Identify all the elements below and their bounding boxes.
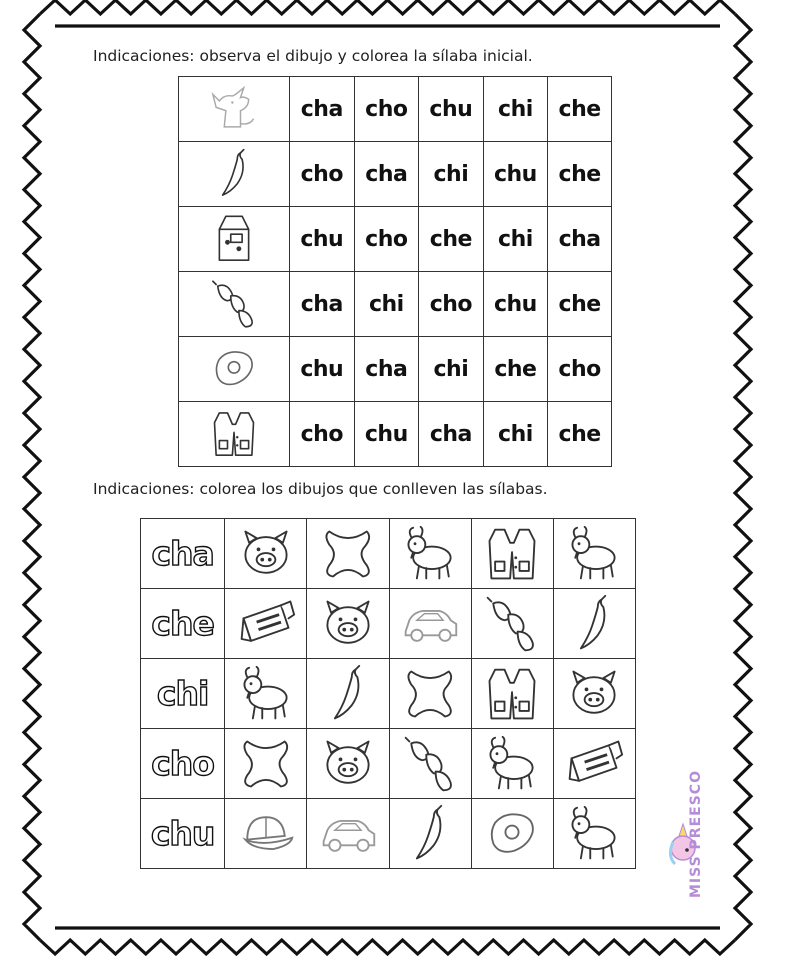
cross-shape-icon bbox=[318, 524, 378, 584]
picture-cell[interactable] bbox=[471, 659, 553, 729]
dragon-icon bbox=[208, 83, 260, 135]
syllable-cell[interactable]: chi bbox=[483, 402, 548, 467]
chili-pepper-icon bbox=[208, 148, 260, 200]
instruction-2: Indicaciones: colorea los dibujos que conlleven las sílabas. bbox=[93, 480, 548, 498]
syllable-cell[interactable]: cha bbox=[290, 272, 355, 337]
steak-icon bbox=[208, 343, 260, 395]
picture-cell[interactable] bbox=[389, 519, 471, 589]
picture-grid-row bbox=[141, 659, 636, 729]
vest-icon bbox=[208, 408, 260, 460]
syllable-cell[interactable]: chu bbox=[354, 402, 419, 467]
picture-cell bbox=[179, 77, 290, 142]
pig-icon bbox=[236, 524, 296, 584]
picture-grid-row bbox=[141, 729, 636, 799]
syllable-cell[interactable]: cho bbox=[354, 77, 419, 142]
vest-icon bbox=[482, 524, 542, 584]
syllable-table-row bbox=[179, 142, 612, 207]
syllable-table-row bbox=[179, 272, 612, 337]
syllable-cell[interactable]: chi bbox=[354, 272, 419, 337]
syllable-cell[interactable]: chi bbox=[419, 337, 484, 402]
syllable-cell[interactable]: che bbox=[548, 77, 612, 142]
picture-cell[interactable] bbox=[471, 589, 553, 659]
picture-cell[interactable] bbox=[553, 589, 635, 659]
syllable-cell[interactable]: che bbox=[419, 207, 484, 272]
syllable-cell[interactable]: chu bbox=[419, 77, 484, 142]
picture-cell[interactable] bbox=[389, 799, 471, 869]
syllable-cell[interactable]: chu bbox=[290, 337, 355, 402]
pig-icon bbox=[318, 734, 378, 794]
chili-pepper-icon bbox=[318, 664, 378, 724]
picture-cell[interactable] bbox=[389, 659, 471, 729]
syllable-cell[interactable]: chi bbox=[419, 142, 484, 207]
cap-icon bbox=[236, 804, 296, 864]
sausage-icon bbox=[482, 594, 542, 654]
syllable-cell[interactable]: che bbox=[483, 337, 548, 402]
chili-pepper-icon bbox=[400, 804, 460, 864]
picture-cell bbox=[179, 272, 290, 337]
syllable-cell[interactable]: cho bbox=[290, 142, 355, 207]
picture-grid-row bbox=[141, 799, 636, 869]
picture-cell[interactable] bbox=[389, 729, 471, 799]
goat-icon bbox=[236, 664, 296, 724]
picture-cell[interactable] bbox=[307, 729, 389, 799]
syllable-cell[interactable]: che bbox=[548, 272, 612, 337]
syllable-cell[interactable]: cha bbox=[548, 207, 612, 272]
milk-carton-icon bbox=[208, 213, 260, 265]
picture-cell[interactable] bbox=[307, 659, 389, 729]
syllable-table-row bbox=[179, 337, 612, 402]
syllable-cell[interactable]: cha bbox=[419, 402, 484, 467]
picture-cell bbox=[179, 402, 290, 467]
sausage-icon bbox=[400, 734, 460, 794]
picture-cell[interactable] bbox=[389, 589, 471, 659]
car-icon bbox=[318, 804, 378, 864]
toothpaste-icon bbox=[564, 734, 624, 794]
picture-cell[interactable] bbox=[307, 799, 389, 869]
syllable-cell[interactable]: che bbox=[548, 402, 612, 467]
picture-cell[interactable] bbox=[553, 659, 635, 729]
picture-cell[interactable] bbox=[471, 799, 553, 869]
syllable-table-row bbox=[179, 207, 612, 272]
syllable-cell[interactable]: cho bbox=[354, 207, 419, 272]
picture-cell[interactable] bbox=[225, 729, 307, 799]
goat-icon bbox=[400, 524, 460, 584]
picture-cell[interactable] bbox=[307, 519, 389, 589]
goat-icon bbox=[564, 804, 624, 864]
syllable-cell[interactable]: cha bbox=[290, 77, 355, 142]
goat-icon bbox=[482, 734, 542, 794]
picture-cell[interactable] bbox=[553, 519, 635, 589]
car-icon bbox=[400, 594, 460, 654]
syllable-cell[interactable]: chu bbox=[483, 272, 548, 337]
goat-icon bbox=[564, 524, 624, 584]
picture-cell[interactable] bbox=[307, 589, 389, 659]
syllable-cell[interactable]: chi bbox=[483, 207, 548, 272]
syllable-label: cho bbox=[141, 729, 225, 799]
picture-cell[interactable] bbox=[553, 729, 635, 799]
syllable-table bbox=[178, 76, 612, 467]
syllable-cell[interactable]: chi bbox=[483, 77, 548, 142]
syllable-cell[interactable]: cha bbox=[354, 337, 419, 402]
picture-cell bbox=[179, 142, 290, 207]
picture-cell[interactable] bbox=[553, 799, 635, 869]
syllable-cell[interactable]: che bbox=[548, 142, 612, 207]
picture-cell[interactable] bbox=[225, 519, 307, 589]
picture-cell[interactable] bbox=[471, 519, 553, 589]
syllable-cell[interactable]: chu bbox=[290, 207, 355, 272]
syllable-label: cha bbox=[141, 519, 225, 589]
steak-icon bbox=[482, 804, 542, 864]
picture-grid-row bbox=[141, 519, 636, 589]
picture-cell[interactable] bbox=[225, 589, 307, 659]
syllable-cell[interactable]: chu bbox=[483, 142, 548, 207]
sausage-icon bbox=[208, 278, 260, 330]
pig-icon bbox=[318, 594, 378, 654]
cross-shape-icon bbox=[400, 664, 460, 724]
picture-cell[interactable] bbox=[225, 659, 307, 729]
watermark-text: MISS PREESCO bbox=[688, 770, 704, 898]
syllable-label: che bbox=[141, 589, 225, 659]
syllable-cell[interactable]: cho bbox=[419, 272, 484, 337]
syllable-label: chi bbox=[141, 659, 225, 729]
picture-cell[interactable] bbox=[225, 799, 307, 869]
cross-shape-icon bbox=[236, 734, 296, 794]
syllable-table-row bbox=[179, 77, 612, 142]
picture-cell bbox=[179, 337, 290, 402]
picture-grid-row bbox=[141, 589, 636, 659]
vest-icon bbox=[482, 664, 542, 724]
chili-pepper-icon bbox=[564, 594, 624, 654]
picture-grid bbox=[140, 518, 636, 869]
pig-icon bbox=[564, 664, 624, 724]
syllable-table-row bbox=[179, 402, 612, 467]
syllable-cell[interactable]: cho bbox=[548, 337, 612, 402]
picture-cell[interactable] bbox=[471, 729, 553, 799]
syllable-cell[interactable]: cho bbox=[290, 402, 355, 467]
syllable-cell[interactable]: cha bbox=[354, 142, 419, 207]
syllable-label: chu bbox=[141, 799, 225, 869]
toothpaste-icon bbox=[236, 594, 296, 654]
instruction-1: Indicaciones: observa el dibujo y colorea la sílaba inicial. bbox=[93, 47, 533, 65]
picture-cell bbox=[179, 207, 290, 272]
